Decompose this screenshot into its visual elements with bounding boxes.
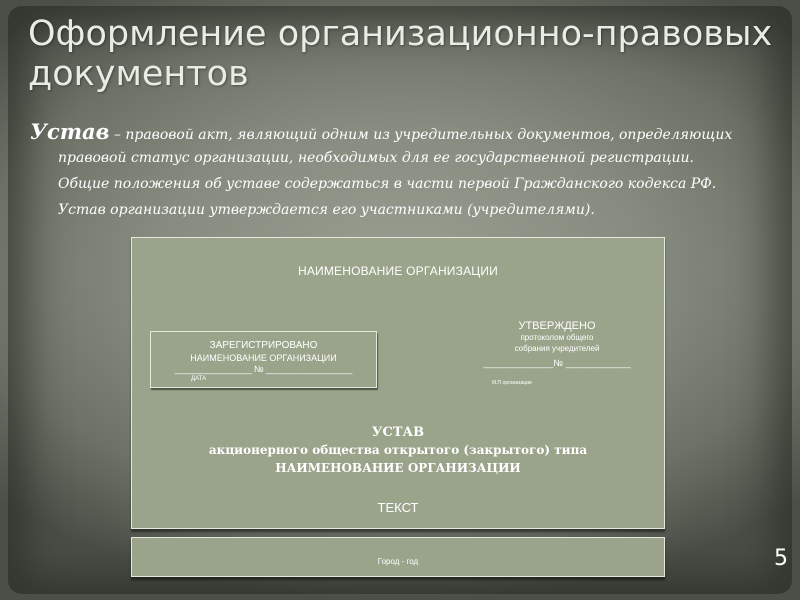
body-paragraph: Общие положения об уставе содержаться в части первой Гражданского кодекса РФ. <box>58 176 717 192</box>
slide-title: Оформление организационно-правовых документов <box>28 14 773 94</box>
doc-org-name: НАИМЕНОВАНИЕ ОРГАНИЗАЦИИ <box>297 264 499 278</box>
body-paragraph: Устав организации утверждается его участниками (учредителями). <box>58 202 595 218</box>
registration-title: ЗАРЕГИСТРИРОВАНО <box>209 340 318 351</box>
slide-body <box>30 120 790 222</box>
registration-org: НАИМЕНОВАНИЕ ОРГАНИЗАЦИИ <box>190 353 337 363</box>
approval-block <box>482 320 632 368</box>
approval-number-line: ______________№ _____________ <box>483 358 631 368</box>
charter-template-sheet <box>131 237 665 529</box>
registration-number-line: ________________ № __________________ <box>174 364 353 374</box>
charter-org: НАИМЕНОВАНИЕ ОРГАНИЗАЦИИ <box>275 461 521 475</box>
footer-city-year: Город - год <box>377 557 419 566</box>
charter-title: УСТАВ <box>371 425 425 440</box>
registration-stamp <box>150 331 377 388</box>
charter-heading <box>132 425 664 475</box>
definition-paragraph <box>30 120 790 170</box>
approval-title: УТВЕРЖДЕНО <box>518 320 596 332</box>
approval-seal-label: М.П организации <box>492 380 532 386</box>
definition-term: Устав <box>30 119 110 144</box>
page-number: 5 <box>774 546 788 571</box>
charter-text-placeholder: ТЕКСТ <box>377 500 419 515</box>
definition-text: – правовой акт, являющий одним из учредительных документов, определяющих правовой статус организации, необходимых для ее государственной регистрации. <box>58 127 733 166</box>
registration-date-label: ДАТА <box>191 376 207 382</box>
charter-subtitle: акционерного общества открытого (закрытого) типа <box>208 443 588 457</box>
approval-sub-2: собрания учредителей <box>514 344 600 353</box>
charter-footer-sheet <box>131 537 665 577</box>
approval-sub-1: протоколом общего <box>520 333 594 342</box>
